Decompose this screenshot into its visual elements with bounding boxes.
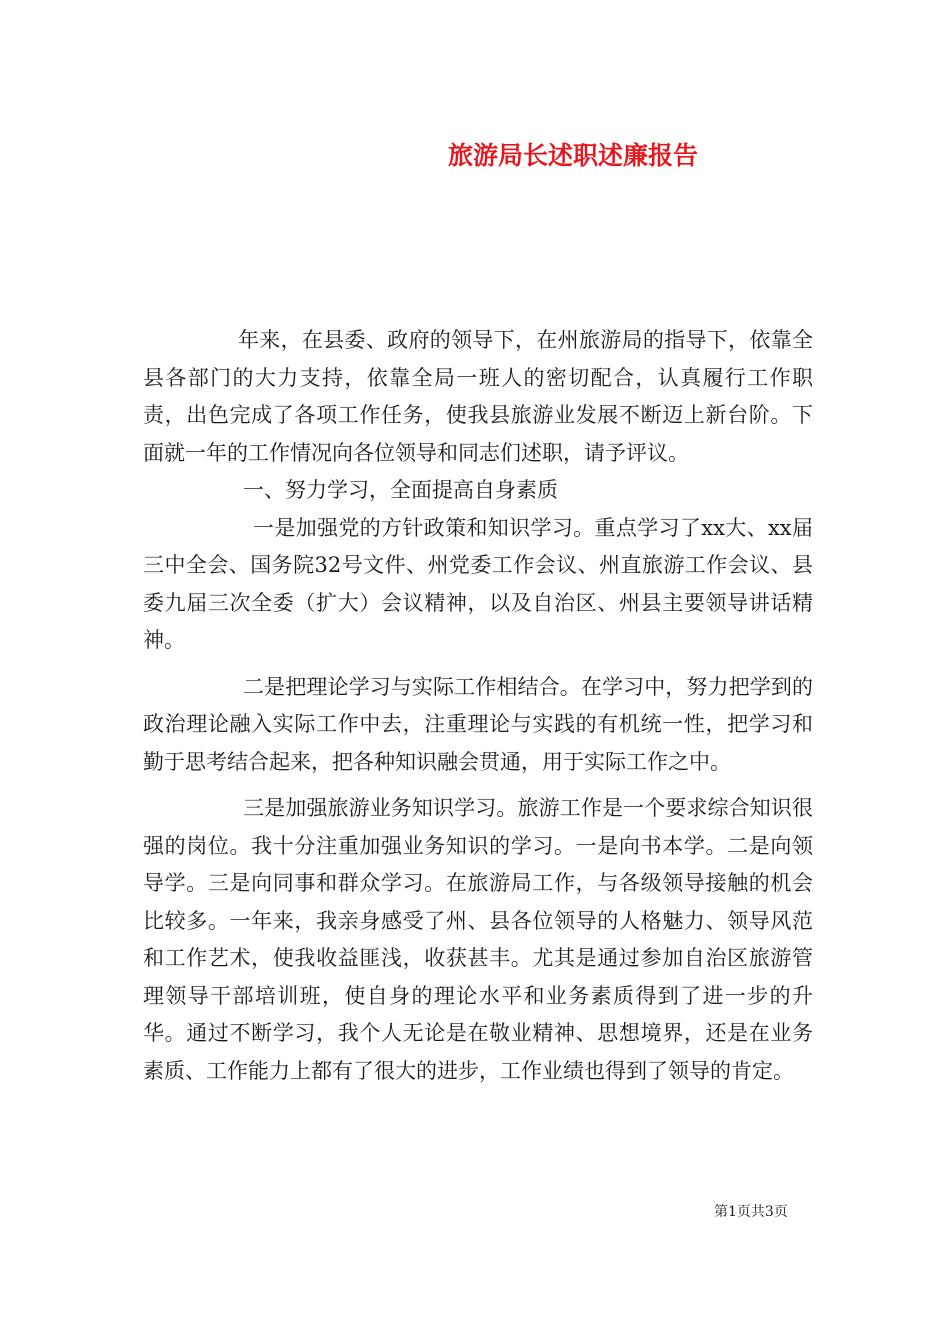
intro-paragraph: 年来，在县委、政府的领导下，在州旅游局的指导下，依靠全县各部门的大力支持，依靠全局一班人的密切配合，认真履行工作职责，出色完成了各项工作任务，使我县旅游业发展不断迈上新台阶。下面就一年的工作情况向各位领导和同志们述职，请予评议。 (143, 328, 813, 465)
section-heading: 一、努力学习，全面提高自身素质 (243, 478, 558, 502)
page-number: 第1页共3页 (714, 1204, 788, 1220)
document-title: 旅游局长述职述廉报告 (448, 141, 699, 170)
document-body (143, 322, 813, 1090)
paragraph-theory-practice: 二是把理论学习与实际工作相结合。在学习中，努力把学到的政治理论融入实际工作中去，注重理论与实践的有机统一性，把学习和勤于思考结合起来，把各种知识融会贯通，用于实际工作之中。 (143, 674, 813, 774)
paragraph-business-knowledge: 三是加强旅游业务知识学习。旅游工作是一个要求综合知识很强的岗位。我十分注重加强业务知识的学习。一是向书本学。二是向领导学。三是向同事和群众学习。在旅游局工作，与各级领导接触的机会比较多。一年来，我亲身感受了州、县各位领导的人格魅力、领导风范和工作艺术，使我收益匪浅，收获甚丰。尤其是通过参加自治区旅游管理领导干部培训班，使自身的理论水平和业务素质得到了进一步的升华。通过不断学习，我个人无论是在敬业精神、思想境界，还是在业务素质、工作能力上都有了很大的进步，工作业绩也得到了领导的肯定。 (143, 796, 813, 1083)
paragraph-study-policy: 一是加强党的方针政策和知识学习。重点学习了xx大、xx届三中全会、国务院32号文件、州党委工作会议、州直旅游工作会议、县委九届三次全委（扩大）会议精神，以及自治区、州县主要领导讲话精神。 (143, 515, 813, 652)
